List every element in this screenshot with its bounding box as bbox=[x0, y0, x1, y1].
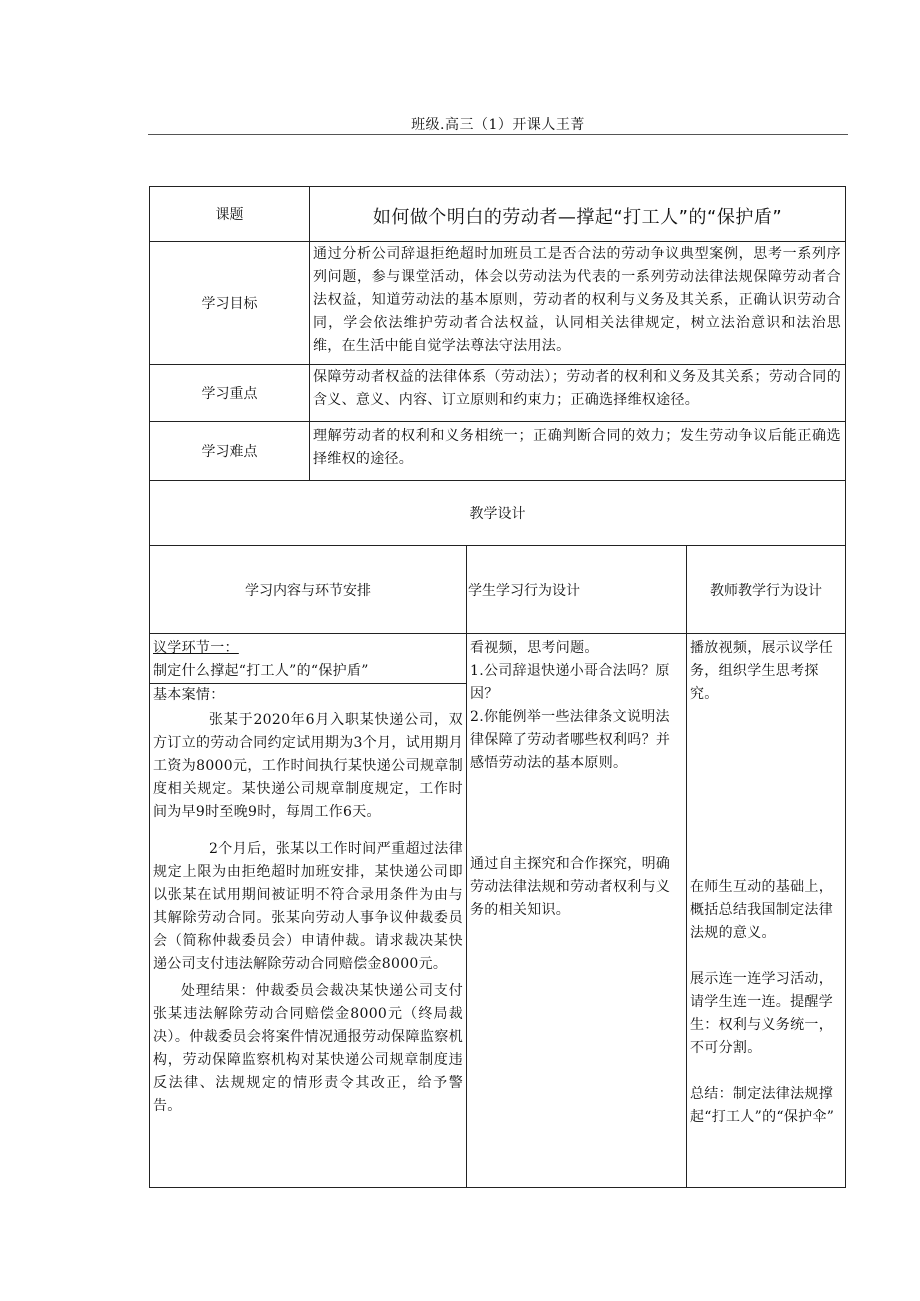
design-heading: 教学设计 bbox=[469, 506, 526, 522]
teacher-action-1: 播放视频，展示议学任务，组织学生思考探究。 bbox=[690, 640, 833, 702]
col2-content bbox=[467, 637, 686, 775]
lesson-plan-table bbox=[149, 186, 846, 1188]
row-divider bbox=[150, 633, 845, 634]
col1-content bbox=[150, 637, 466, 1118]
topic-title: 如何做个明白的劳动者—撑起“打工人”的“保护盾” bbox=[372, 207, 783, 228]
key-label: 学习重点 bbox=[201, 386, 258, 402]
student-task-intro: 看视频，思考问题。 bbox=[470, 640, 599, 656]
student-question-1: 1.公司辞退快递小哥合法吗？原因？ bbox=[470, 663, 670, 702]
col2-header: 学生学习行为设计 bbox=[468, 582, 580, 599]
case-label: 基本案情： bbox=[153, 687, 225, 703]
col2-content-2 bbox=[467, 853, 686, 922]
col3-content bbox=[687, 637, 845, 706]
col1-header: 学习内容与环节安排 bbox=[245, 582, 371, 599]
difficulty-text: 理解劳动者的权利和义务相统一；正确判断合同的效力；发生劳动争议后能正确选择维权的途径。 bbox=[313, 428, 841, 467]
col3-content-2 bbox=[687, 876, 845, 1129]
header-rule bbox=[148, 134, 848, 135]
teacher-summary: 总结：制定法律法规撑起“打工人”的“保护伞” bbox=[690, 1086, 835, 1125]
section-subtitle: 制定什么撑起“打工人”的“保护盾” bbox=[150, 660, 466, 684]
page-header: 班级.高三（1）开课人王菁 bbox=[411, 117, 585, 133]
topic-label: 课题 bbox=[215, 207, 244, 223]
student-inquiry: 通过自主探究和合作探究，明确劳动法律法规和劳动者权利与义务的相关知识。 bbox=[470, 856, 671, 918]
difficulty-label: 学习难点 bbox=[201, 444, 258, 460]
teacher-action-2: 在师生互动的基础上，概括总结我国制定法律法规的意义。 bbox=[690, 879, 833, 941]
key-text: 保障劳动者权益的法律体系（劳动法）；劳动者的权利和义务及其关系；劳动合同的含义、意义、内容、订立原则和约束力；正确选择维权途径。 bbox=[313, 369, 841, 408]
case-paragraph-1: 张某于2020年6月入职某快递公司，双方订立的劳动合同约定试用期为3个月，试用期月工资为8000元，工作时间执行某快递公司规章制度相关规定。某快递公司规章制度规定，工作时间为早9时至晚9时，每周工作6天。 bbox=[153, 712, 463, 820]
student-question-2: 2.你能例举一些法律条文说明法律保障了劳动者哪些权利吗？并感悟劳动法的基本原则。 bbox=[470, 709, 671, 771]
section-title: 议学环节一： bbox=[153, 640, 239, 656]
teacher-action-3: 展示连一连学习活动，请学生连一连。提醒学生：权利与义务统一，不可分割。 bbox=[690, 971, 833, 1056]
goal-text: 通过分析公司辞退拒绝超时加班员工是否合法的劳动争议典型案例，思考一系列序列问题，参与课堂活动，体会以劳动法为代表的一系列劳动法律法规保障劳动者合法权益，知道劳动法的基本原则，劳动者的权利与义务及其关系，正确认识劳动合同，学会依法维护劳动者合法权益，认同相关法律规定，树立法治意识和法治思维，在生活中能自觉学法尊法守法用法。 bbox=[313, 246, 841, 354]
case-paragraph-2: 2个月后，张某以工作时间严重超过法律规定上限为由拒绝超时加班安排，某快递公司即以张某在试用期间被证明不符合录用条件为由与其解除劳动合同。张某向劳动人事争议仲裁委员会（简称仲裁委员会）申请仲裁。请求裁决某快递公司支付违法解除劳动合同赔偿金8000元。 bbox=[153, 841, 463, 972]
goal-label: 学习目标 bbox=[201, 296, 258, 312]
case-result: 处理结果：仲裁委员会裁决某快递公司支付张某违法解除劳动合同赔偿金8000元（终局裁决）。仲裁委员会将案件情况通报劳动保障监察机构，劳动保障监察机构对某快递公司规章制度违反法律、法规规定的情形责令其改正，给予警告。 bbox=[153, 983, 463, 1114]
col3-header: 教师教学行为设计 bbox=[710, 582, 822, 599]
